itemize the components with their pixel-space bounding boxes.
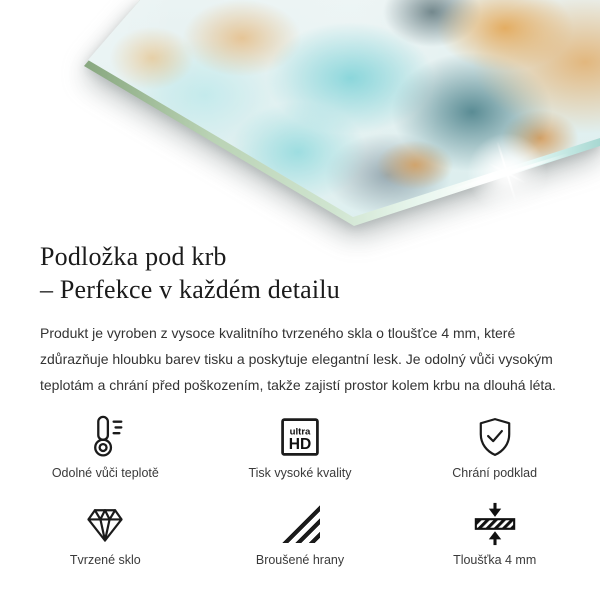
- feature-item-protects-floor: [397, 414, 592, 480]
- ultra-hd-icon: [278, 414, 322, 460]
- feature-item-ground-edges: [203, 501, 398, 567]
- feature-label: Tisk vysoké kvality: [248, 466, 352, 481]
- thickness-icon: [472, 501, 518, 547]
- feature-label: Tloušťka 4 mm: [453, 553, 537, 568]
- diamond-icon: [82, 501, 128, 547]
- feature-item-heat-resistant: [8, 414, 203, 480]
- feature-item-print-quality: [203, 414, 398, 480]
- shield-check-icon: [473, 414, 517, 460]
- feature-label: Tvrzené sklo: [69, 553, 141, 568]
- glass-panel: [0, 0, 600, 232]
- glass-artwork: [0, 0, 600, 232]
- feature-grid: [0, 414, 600, 567]
- feature-item-thickness: [397, 501, 592, 567]
- feature-label: Odolné vůči teplotě: [51, 466, 159, 481]
- feature-label: Chrání podklad: [452, 466, 538, 481]
- feature-item-tempered-glass: [8, 501, 203, 567]
- page-title: [40, 240, 560, 306]
- page-title-line2: – Perfekce v každém detailu: [40, 275, 340, 305]
- beveled-edges-icon: [280, 501, 320, 547]
- svg-text:HD: HD: [288, 435, 312, 453]
- page-title-line1: Podložka pod krb: [40, 242, 227, 271]
- thermometer-icon: [83, 414, 127, 460]
- feature-label: Broušené hrany: [255, 553, 345, 568]
- product-image: [0, 0, 600, 232]
- product-description: Produkt je vyroben z vysoce kvalitního tvrzeného skla o tloušťce 4 mm, které zdůrazňuje hloubku barev tisku a poskytuje elegantní lesk. Je odolný vůči vysokým teplotám a chrání před poškozením, takže zajistí prostor kolem krbu na dlouhá léta.: [40, 325, 556, 394]
- svg-text:ultra: ultra: [289, 426, 311, 438]
